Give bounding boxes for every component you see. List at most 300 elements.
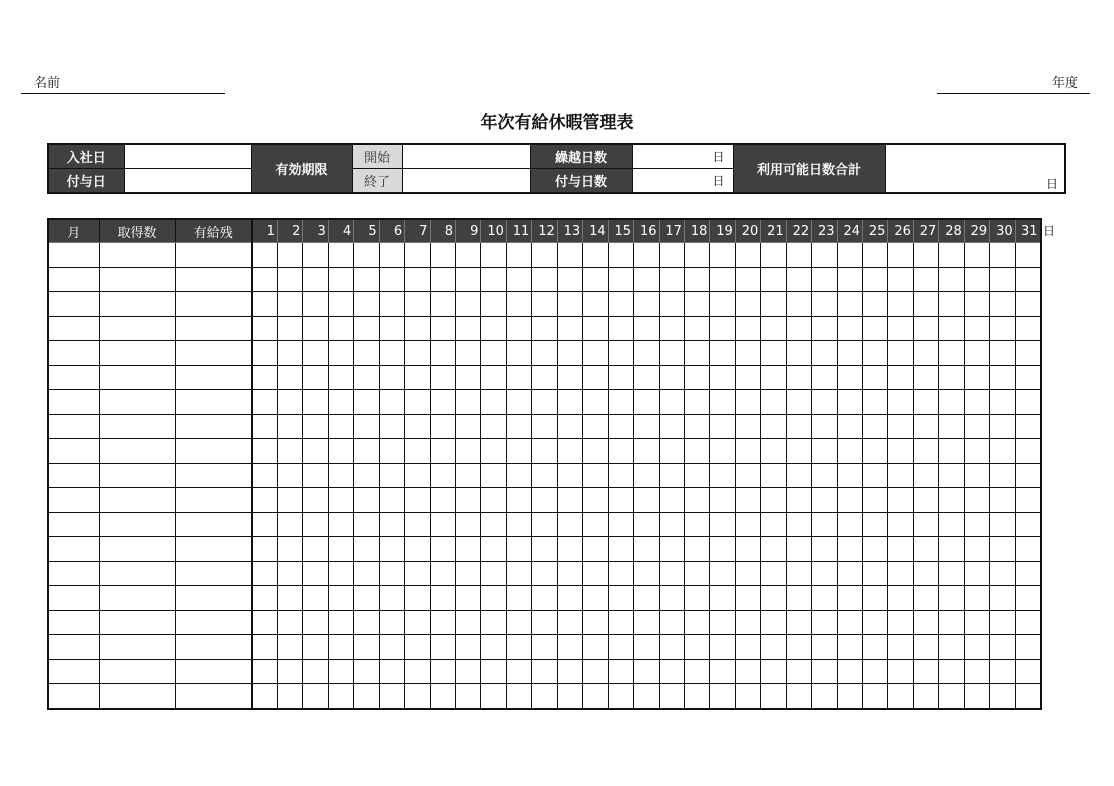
day-cell[interactable] [964,267,989,292]
day-cell[interactable] [1015,537,1040,562]
day-cell[interactable] [863,537,888,562]
day-cell[interactable] [532,365,557,390]
day-cell[interactable] [456,439,481,464]
day-cell[interactable] [608,586,633,611]
taken-cell[interactable] [99,414,175,439]
day-cell[interactable] [888,365,913,390]
day-cell[interactable] [303,316,328,341]
day-cell[interactable] [583,267,608,292]
day-cell[interactable] [583,439,608,464]
day-cell[interactable] [837,390,862,415]
name-field-line[interactable] [21,93,225,94]
day-cell[interactable] [939,365,964,390]
day-cell[interactable] [532,316,557,341]
day-cell[interactable] [354,267,379,292]
day-cell[interactable] [303,561,328,586]
day-cell[interactable] [888,561,913,586]
day-cell[interactable] [863,635,888,660]
day-cell[interactable] [863,316,888,341]
day-cell[interactable] [456,684,481,709]
day-cell[interactable] [506,561,531,586]
day-cell[interactable] [659,659,684,684]
day-cell[interactable] [354,365,379,390]
remaining-cell[interactable] [175,635,252,660]
day-cell[interactable] [888,390,913,415]
taken-cell[interactable] [99,561,175,586]
day-cell[interactable] [863,414,888,439]
day-cell[interactable] [430,267,455,292]
day-cell[interactable] [354,292,379,317]
day-cell[interactable] [913,561,938,586]
day-cell[interactable] [812,659,837,684]
day-cell[interactable] [481,659,506,684]
day-cell[interactable] [913,439,938,464]
day-cell[interactable] [557,635,582,660]
day-cell[interactable] [328,561,353,586]
day-cell[interactable] [277,414,302,439]
day-cell[interactable] [532,267,557,292]
day-cell[interactable] [837,537,862,562]
day-cell[interactable] [608,390,633,415]
carryover-field[interactable] [632,144,733,169]
month-cell[interactable] [48,341,99,366]
day-cell[interactable] [812,512,837,537]
taken-cell[interactable] [99,365,175,390]
day-cell[interactable] [684,635,709,660]
day-cell[interactable] [252,390,277,415]
day-cell[interactable] [735,292,760,317]
day-cell[interactable] [430,512,455,537]
taken-cell[interactable] [99,292,175,317]
day-cell[interactable] [990,561,1015,586]
day-cell[interactable] [252,243,277,268]
day-cell[interactable] [303,659,328,684]
day-cell[interactable] [863,341,888,366]
month-cell[interactable] [48,365,99,390]
day-cell[interactable] [430,684,455,709]
day-cell[interactable] [634,439,659,464]
day-cell[interactable] [786,463,811,488]
day-cell[interactable] [379,635,404,660]
day-cell[interactable] [1015,586,1040,611]
day-cell[interactable] [939,414,964,439]
day-cell[interactable] [379,561,404,586]
day-cell[interactable] [277,537,302,562]
taken-cell[interactable] [99,610,175,635]
month-cell[interactable] [48,512,99,537]
day-cell[interactable] [303,512,328,537]
day-cell[interactable] [405,512,430,537]
day-cell[interactable] [557,659,582,684]
day-cell[interactable] [786,316,811,341]
day-cell[interactable] [812,414,837,439]
day-cell[interactable] [786,488,811,513]
day-cell[interactable] [430,488,455,513]
day-cell[interactable] [583,684,608,709]
day-cell[interactable] [863,463,888,488]
day-cell[interactable] [837,463,862,488]
day-cell[interactable] [379,537,404,562]
day-cell[interactable] [710,561,735,586]
day-cell[interactable] [659,610,684,635]
day-cell[interactable] [684,463,709,488]
end-field[interactable] [402,169,530,194]
day-cell[interactable] [481,512,506,537]
day-cell[interactable] [761,341,786,366]
day-cell[interactable] [506,684,531,709]
day-cell[interactable] [608,267,633,292]
day-cell[interactable] [557,586,582,611]
day-cell[interactable] [456,365,481,390]
day-cell[interactable] [939,586,964,611]
day-cell[interactable] [405,659,430,684]
day-cell[interactable] [303,365,328,390]
day-cell[interactable] [405,316,430,341]
day-cell[interactable] [964,390,989,415]
day-cell[interactable] [456,512,481,537]
day-cell[interactable] [634,292,659,317]
day-cell[interactable] [913,365,938,390]
day-cell[interactable] [328,414,353,439]
day-cell[interactable] [506,316,531,341]
day-cell[interactable] [583,341,608,366]
day-cell[interactable] [659,365,684,390]
day-cell[interactable] [608,537,633,562]
month-cell[interactable] [48,439,99,464]
day-cell[interactable] [430,561,455,586]
day-cell[interactable] [684,292,709,317]
taken-cell[interactable] [99,463,175,488]
day-cell[interactable] [557,439,582,464]
day-cell[interactable] [812,684,837,709]
day-cell[interactable] [786,292,811,317]
day-cell[interactable] [532,439,557,464]
remaining-cell[interactable] [175,414,252,439]
day-cell[interactable] [964,365,989,390]
day-cell[interactable] [684,659,709,684]
day-cell[interactable] [812,243,837,268]
day-cell[interactable] [659,463,684,488]
day-cell[interactable] [684,512,709,537]
day-cell[interactable] [913,537,938,562]
day-cell[interactable] [277,267,302,292]
day-cell[interactable] [277,365,302,390]
day-cell[interactable] [964,488,989,513]
day-cell[interactable] [481,537,506,562]
day-cell[interactable] [506,610,531,635]
day-cell[interactable] [863,390,888,415]
day-cell[interactable] [405,537,430,562]
day-cell[interactable] [812,316,837,341]
month-cell[interactable] [48,586,99,611]
day-cell[interactable] [684,267,709,292]
day-cell[interactable] [761,488,786,513]
day-cell[interactable] [659,341,684,366]
day-cell[interactable] [990,659,1015,684]
day-cell[interactable] [761,292,786,317]
day-cell[interactable] [379,659,404,684]
taken-cell[interactable] [99,488,175,513]
day-cell[interactable] [506,463,531,488]
day-cell[interactable] [735,512,760,537]
day-cell[interactable] [659,292,684,317]
day-cell[interactable] [532,537,557,562]
day-cell[interactable] [303,292,328,317]
taken-cell[interactable] [99,390,175,415]
day-cell[interactable] [252,586,277,611]
day-cell[interactable] [710,488,735,513]
day-cell[interactable] [659,537,684,562]
day-cell[interactable] [303,267,328,292]
day-cell[interactable] [430,243,455,268]
day-cell[interactable] [481,610,506,635]
taken-cell[interactable] [99,439,175,464]
day-cell[interactable] [786,537,811,562]
remaining-cell[interactable] [175,488,252,513]
day-cell[interactable] [557,243,582,268]
day-cell[interactable] [913,390,938,415]
taken-cell[interactable] [99,512,175,537]
day-cell[interactable] [659,439,684,464]
day-cell[interactable] [430,390,455,415]
day-cell[interactable] [888,414,913,439]
start-field[interactable] [402,144,530,169]
day-cell[interactable] [990,635,1015,660]
day-cell[interactable] [506,512,531,537]
day-cell[interactable] [913,635,938,660]
day-cell[interactable] [557,561,582,586]
day-cell[interactable] [1015,463,1040,488]
day-cell[interactable] [277,463,302,488]
day-cell[interactable] [328,292,353,317]
month-cell[interactable] [48,488,99,513]
day-cell[interactable] [710,243,735,268]
day-cell[interactable] [608,610,633,635]
day-cell[interactable] [812,586,837,611]
day-cell[interactable] [405,561,430,586]
day-cell[interactable] [506,243,531,268]
day-cell[interactable] [430,463,455,488]
day-cell[interactable] [964,635,989,660]
day-cell[interactable] [303,610,328,635]
day-cell[interactable] [456,267,481,292]
day-cell[interactable] [812,561,837,586]
day-cell[interactable] [456,292,481,317]
month-cell[interactable] [48,610,99,635]
day-cell[interactable] [710,267,735,292]
day-cell[interactable] [735,316,760,341]
day-cell[interactable] [583,659,608,684]
day-cell[interactable] [456,610,481,635]
day-cell[interactable] [684,365,709,390]
day-cell[interactable] [710,316,735,341]
day-cell[interactable] [252,561,277,586]
day-cell[interactable] [990,463,1015,488]
day-cell[interactable] [430,659,455,684]
day-cell[interactable] [710,512,735,537]
day-cell[interactable] [532,341,557,366]
day-cell[interactable] [913,463,938,488]
day-cell[interactable] [532,610,557,635]
day-cell[interactable] [506,635,531,660]
day-cell[interactable] [863,561,888,586]
day-cell[interactable] [532,488,557,513]
day-cell[interactable] [990,292,1015,317]
day-cell[interactable] [761,439,786,464]
day-cell[interactable] [354,414,379,439]
day-cell[interactable] [837,635,862,660]
day-cell[interactable] [710,635,735,660]
day-cell[interactable] [608,684,633,709]
day-cell[interactable] [456,659,481,684]
day-cell[interactable] [328,316,353,341]
day-cell[interactable] [405,635,430,660]
day-cell[interactable] [761,586,786,611]
day-cell[interactable] [328,537,353,562]
day-cell[interactable] [735,537,760,562]
day-cell[interactable] [761,659,786,684]
day-cell[interactable] [939,292,964,317]
day-cell[interactable] [354,635,379,660]
day-cell[interactable] [634,267,659,292]
day-cell[interactable] [354,488,379,513]
day-cell[interactable] [252,463,277,488]
taken-cell[interactable] [99,537,175,562]
day-cell[interactable] [481,390,506,415]
day-cell[interactable] [328,390,353,415]
day-cell[interactable] [863,365,888,390]
day-cell[interactable] [252,659,277,684]
day-cell[interactable] [252,635,277,660]
day-cell[interactable] [252,488,277,513]
day-cell[interactable] [277,390,302,415]
day-cell[interactable] [557,267,582,292]
day-cell[interactable] [506,341,531,366]
day-cell[interactable] [481,316,506,341]
day-cell[interactable] [430,586,455,611]
day-cell[interactable] [735,365,760,390]
day-cell[interactable] [888,684,913,709]
day-cell[interactable] [481,267,506,292]
day-cell[interactable] [608,659,633,684]
day-cell[interactable] [608,488,633,513]
day-cell[interactable] [761,537,786,562]
day-cell[interactable] [863,267,888,292]
day-cell[interactable] [863,439,888,464]
day-cell[interactable] [710,659,735,684]
day-cell[interactable] [812,439,837,464]
day-cell[interactable] [939,635,964,660]
day-cell[interactable] [786,390,811,415]
day-cell[interactable] [379,512,404,537]
day-cell[interactable] [252,439,277,464]
day-cell[interactable] [710,684,735,709]
day-cell[interactable] [328,635,353,660]
day-cell[interactable] [354,341,379,366]
day-cell[interactable] [481,684,506,709]
day-cell[interactable] [430,610,455,635]
month-cell[interactable] [48,684,99,709]
day-cell[interactable] [964,439,989,464]
day-cell[interactable] [939,390,964,415]
day-cell[interactable] [939,537,964,562]
day-cell[interactable] [761,512,786,537]
day-cell[interactable] [379,316,404,341]
day-cell[interactable] [863,610,888,635]
day-cell[interactable] [913,512,938,537]
day-cell[interactable] [634,586,659,611]
day-cell[interactable] [964,243,989,268]
day-cell[interactable] [405,488,430,513]
day-cell[interactable] [990,586,1015,611]
day-cell[interactable] [684,684,709,709]
day-cell[interactable] [812,635,837,660]
day-cell[interactable] [761,610,786,635]
month-cell[interactable] [48,316,99,341]
day-cell[interactable] [252,316,277,341]
day-cell[interactable] [328,488,353,513]
day-cell[interactable] [684,488,709,513]
day-cell[interactable] [506,292,531,317]
day-cell[interactable] [379,341,404,366]
day-cell[interactable] [430,365,455,390]
taken-cell[interactable] [99,243,175,268]
day-cell[interactable] [786,610,811,635]
day-cell[interactable] [252,341,277,366]
month-cell[interactable] [48,414,99,439]
day-cell[interactable] [735,659,760,684]
day-cell[interactable] [506,439,531,464]
day-cell[interactable] [506,659,531,684]
day-cell[interactable] [837,439,862,464]
day-cell[interactable] [557,292,582,317]
day-cell[interactable] [1015,684,1040,709]
day-cell[interactable] [557,463,582,488]
day-cell[interactable] [710,414,735,439]
day-cell[interactable] [456,561,481,586]
day-cell[interactable] [532,243,557,268]
taken-cell[interactable] [99,586,175,611]
day-cell[interactable] [634,659,659,684]
remaining-cell[interactable] [175,267,252,292]
day-cell[interactable] [888,586,913,611]
remaining-cell[interactable] [175,292,252,317]
day-cell[interactable] [1015,243,1040,268]
remaining-cell[interactable] [175,537,252,562]
day-cell[interactable] [430,537,455,562]
day-cell[interactable] [761,561,786,586]
day-cell[interactable] [786,341,811,366]
day-cell[interactable] [710,537,735,562]
day-cell[interactable] [456,390,481,415]
day-cell[interactable] [888,341,913,366]
day-cell[interactable] [634,512,659,537]
day-cell[interactable] [430,414,455,439]
day-cell[interactable] [888,463,913,488]
day-cell[interactable] [277,243,302,268]
day-cell[interactable] [456,463,481,488]
day-cell[interactable] [303,586,328,611]
day-cell[interactable] [456,316,481,341]
day-cell[interactable] [761,684,786,709]
year-field-line[interactable] [937,93,1090,94]
day-cell[interactable] [557,512,582,537]
day-cell[interactable] [1015,439,1040,464]
day-cell[interactable] [634,684,659,709]
day-cell[interactable] [761,635,786,660]
day-cell[interactable] [328,610,353,635]
day-cell[interactable] [277,610,302,635]
